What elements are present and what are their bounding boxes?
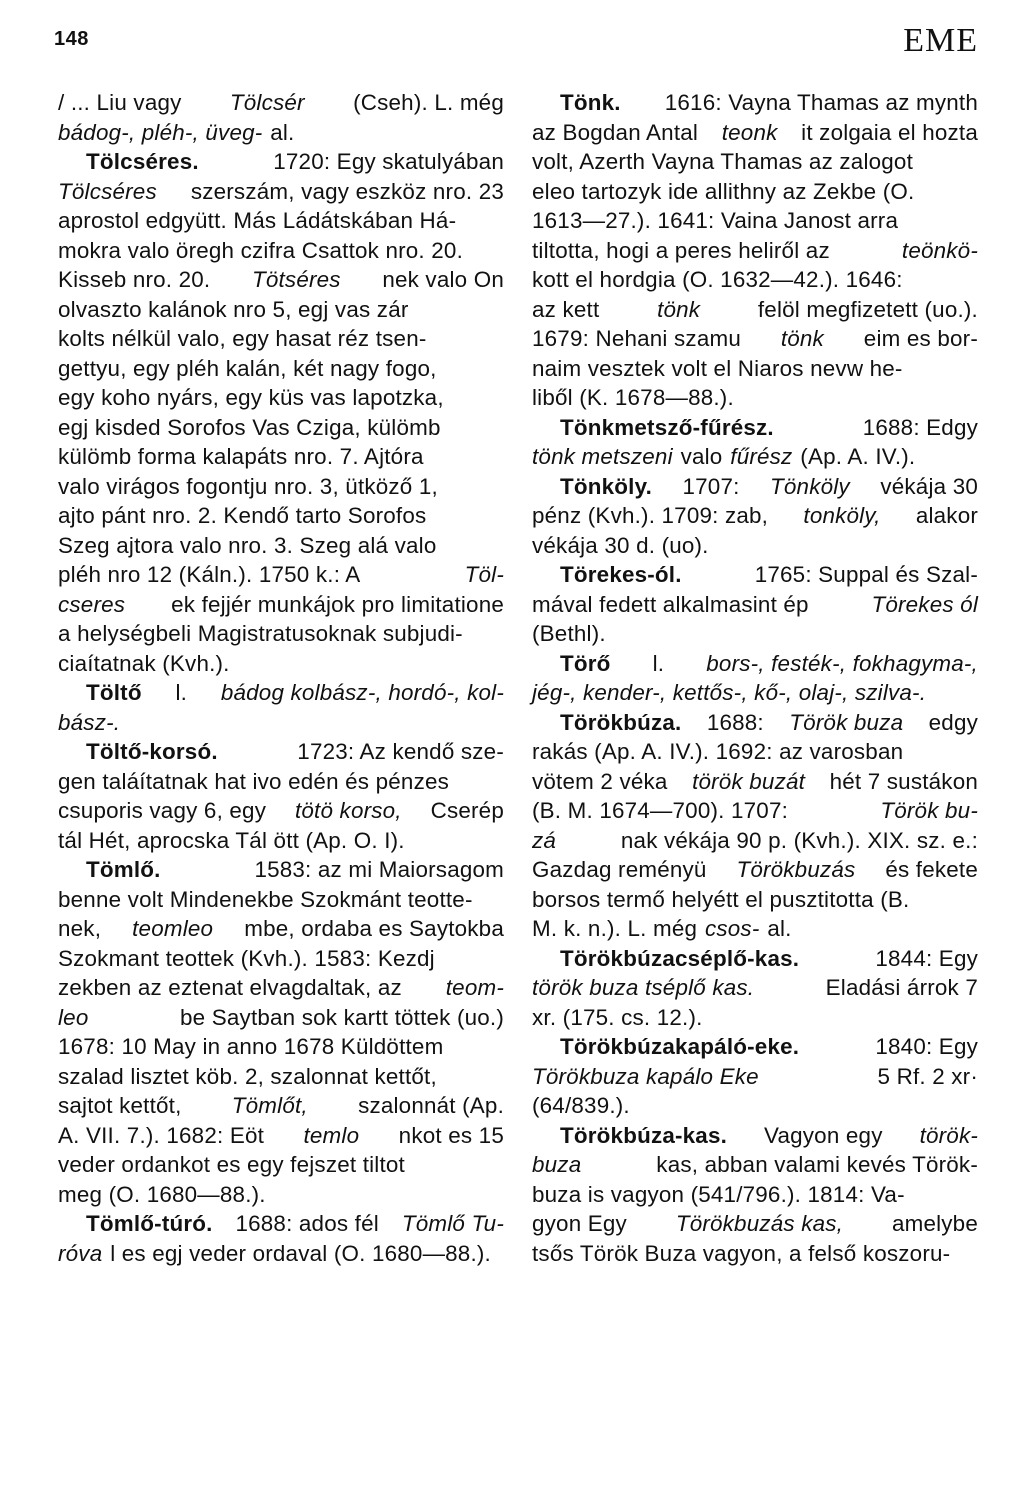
text-line [532, 737, 978, 767]
text-line [532, 885, 978, 915]
text-line [532, 88, 978, 118]
text-line [58, 88, 504, 118]
body-text: 1707: [682, 473, 740, 499]
entry-headword: Törő [560, 650, 611, 676]
text-line [532, 973, 978, 1003]
body-text: veder ordankot es egy fejszet tiltot [58, 1152, 405, 1177]
body-text: hét 7 sustákon [829, 768, 978, 794]
body-text: Cserép [430, 798, 504, 823]
entry-headword: Tölcséres. [86, 149, 199, 174]
body-text: pléh nro 12 (Káln.). 1750 k.: A [58, 562, 361, 587]
body-text: 1679: Nehani szamu [532, 326, 741, 351]
body-text: 1583: az mi Maiorsagom [254, 857, 504, 882]
body-text: xr. (175. cs. 12.). [532, 1004, 703, 1030]
italic-text: tönk metszeni [532, 444, 673, 469]
text-line [532, 118, 978, 148]
entry-headword: Törökbúzakapáló-eke. [560, 1034, 800, 1059]
text-line [58, 826, 504, 856]
text-line [58, 147, 504, 177]
text-line [58, 855, 504, 885]
text-line [532, 236, 978, 266]
body-text: 1765: Suppal és Szal- [754, 562, 978, 587]
text-line [532, 560, 978, 590]
body-text: tál Hét, aprocska Tál ött (Ap. O. I). [58, 827, 405, 853]
text-line [58, 383, 504, 413]
italic-text: Török buza [789, 709, 904, 735]
body-text: olvaszto kalánok nro 5, egj vas zár [58, 296, 409, 322]
italic-text: teonk [721, 119, 778, 145]
body-text: 1844: Egy [875, 945, 978, 971]
body-text: sajtot kettőt, [58, 1093, 182, 1118]
body-text: l. [652, 650, 665, 676]
text-line [532, 1180, 978, 1210]
body-text: it zolgaia el hozta [801, 119, 978, 145]
text-line [532, 708, 978, 738]
italic-text: cseres [58, 591, 126, 617]
body-text: 1840: Egy [875, 1034, 978, 1059]
text-line [58, 1032, 504, 1062]
body-text: szerszám, vagy eszköz nro. 23 [190, 178, 504, 204]
italic-text: Tönköly [770, 473, 850, 499]
body-text: buza is vagyon (541/796.). 1814: Va- [532, 1181, 905, 1207]
body-text: benne volt Mindenekbe Szokmánt teotte- [58, 886, 473, 912]
body-text: eim es bor- [863, 326, 978, 351]
body-text: pénz (Kvh.). 1709: zab, [532, 503, 769, 528]
body-text: 1688: ados fél [235, 1211, 379, 1236]
text-line [58, 1091, 504, 1121]
body-text: 1613—27.). 1641: Vaina Janost arra [532, 208, 899, 233]
page-number: 148 [54, 28, 89, 50]
text-line [532, 649, 978, 679]
text-line [532, 619, 978, 649]
text-line [532, 147, 978, 177]
italic-text: Törökbuzás [736, 857, 856, 882]
text-line [532, 295, 978, 325]
italic-text: Tölcsér [229, 90, 305, 115]
italic-text: teom- [445, 975, 504, 1000]
entry-headword: Törökbúza. [560, 709, 682, 735]
body-text: gen taláítatnak hat ivo edén és pénzes [58, 768, 450, 794]
text-line [58, 619, 504, 649]
body-text: al. [270, 119, 295, 145]
text-line [58, 324, 504, 354]
body-text: és fekete [885, 857, 978, 882]
page-header [54, 22, 978, 62]
italic-text: róva [58, 1240, 103, 1266]
text-line [532, 678, 978, 708]
body-text: egy koho nyárs, egy küs vas lapotzka, [58, 385, 444, 410]
text-line [532, 944, 978, 974]
italic-text: Tölcséres [58, 178, 157, 204]
body-text: Gazdag reményü [532, 857, 707, 882]
body-text: Eladási árrok 7 [825, 975, 978, 1000]
body-text: edgy [928, 709, 978, 735]
body-text: (B. M. 1674—700). 1707: [532, 798, 789, 823]
body-text: l. [175, 680, 188, 705]
body-text: Szokmant teottek (Kvh.). 1583: Kezdj [58, 945, 435, 971]
italic-text: fűrész [730, 444, 793, 469]
italic-text: bász-. [58, 709, 121, 735]
body-text: amelybe [891, 1211, 978, 1236]
italic-text: leo [58, 1004, 89, 1030]
body-text: meg (O. 1680—88.). [58, 1181, 266, 1207]
text-line [58, 236, 504, 266]
text-line [532, 1003, 978, 1033]
body-text: borsos termő helyétt el pusztitotta (B. [532, 886, 910, 912]
text-line [58, 1209, 504, 1239]
italic-text: török- [919, 1122, 978, 1148]
italic-text: temlo [303, 1122, 360, 1148]
text-line [58, 206, 504, 236]
body-text: mával fedett alkalmasint ép [532, 591, 809, 617]
body-text: nek, [58, 916, 102, 941]
entry-headword: Tömlő-túró. [86, 1211, 213, 1236]
body-text: a helységbeli Magistratusoknak subjudi- [58, 621, 463, 646]
body-text: mokra valo öregh czifra Csattok nro. 20. [58, 237, 463, 263]
text-line [532, 1091, 978, 1121]
entry-headword: Töltő-korsó. [86, 739, 218, 764]
text-line [532, 826, 978, 856]
body-text: külömb forma kalapáts nro. 7. Ajtóra [58, 444, 424, 469]
body-text: vötem 2 véka [532, 768, 668, 794]
text-line [58, 501, 504, 531]
body-text: szalad lisztet köb. 2, szalonnat kettőt, [58, 1063, 437, 1089]
italic-text: Törekes ól [871, 591, 978, 617]
text-line [532, 177, 978, 207]
body-text: 1720: Egy skatulyában [273, 149, 504, 174]
body-text: Szeg ajtora valo nro. 3. Szeg alá valo [58, 532, 437, 558]
italic-text: Törökbuzás kas, [675, 1211, 844, 1236]
body-text: 1616: Vayna Thamas az mynth [664, 90, 978, 115]
italic-text: Tömlő Tu- [401, 1211, 504, 1236]
text-line [532, 1032, 978, 1062]
right-column [532, 88, 978, 1268]
text-line [58, 531, 504, 561]
body-text: (Ap. A. IV.). [800, 444, 916, 469]
text-line [58, 885, 504, 915]
italic-text: Törökbuza kapálo Eke [532, 1063, 759, 1089]
text-line [532, 413, 978, 443]
body-text: 5 Rf. 2 xr· [877, 1063, 978, 1089]
text-line [58, 1180, 504, 1210]
entry-headword: Törökbúzacséplő-kas. [560, 945, 800, 971]
text-line [532, 914, 978, 944]
text-line [58, 1150, 504, 1180]
text-line [532, 472, 978, 502]
body-text: eleo tartozyk ide allithny az Zekbe (O. [532, 178, 915, 204]
text-line [58, 737, 504, 767]
text-line [532, 265, 978, 295]
body-text: tsős Török Buza vagyon, a felső koszoru- [532, 1240, 951, 1266]
body-text: be Saytban sok kartt töttek (uo.) [180, 1004, 504, 1030]
text-line [532, 767, 978, 797]
body-text: / ... Liu vagy [58, 90, 182, 115]
body-text: ek fejjér munkájok pro limitatione [171, 591, 504, 617]
text-line [58, 354, 504, 384]
italic-text: török buza tséplő kas. [532, 975, 755, 1000]
italic-text: buza [532, 1152, 582, 1177]
body-text: ciaítatnak (Kvh.). [58, 650, 230, 676]
text-line [58, 1121, 504, 1151]
italic-text: Török bu- [880, 798, 978, 823]
body-text: kott el hordgia (O. 1632—42.). 1646: [532, 267, 903, 292]
left-column [58, 88, 504, 1268]
body-text: nak vékája 90 p. (Kvh.). XIX. sz. e.: [620, 827, 978, 853]
entry-headword: Törökbúza-kas. [560, 1122, 728, 1148]
italic-text: teomleo [132, 916, 214, 941]
text-line [58, 767, 504, 797]
text-line [532, 1121, 978, 1151]
text-line [532, 1239, 978, 1269]
body-text: az Bogdan Antal [532, 119, 699, 145]
body-text: 1723: Az kendő sze- [297, 739, 504, 764]
body-text: M. k. n.). L. még [532, 916, 698, 941]
body-text: vékája 30 [880, 473, 978, 499]
body-text: ajto pánt nro. 2. Kendő tarto Sorofos [58, 503, 427, 528]
text-line [532, 501, 978, 531]
text-line [532, 855, 978, 885]
italic-text: teönkö- [901, 237, 978, 263]
text-line [58, 973, 504, 1003]
body-text: nek valo On [382, 267, 504, 292]
body-text: egj kisded Sorofos Vas Cziga, külömb [58, 414, 441, 440]
text-line [532, 206, 978, 236]
text-line [532, 354, 978, 384]
entry-headword: Tönkmetsző-fűrész. [560, 414, 774, 440]
text-line [58, 944, 504, 974]
body-text: zekben az eztenat elvagdaltak, az [58, 975, 402, 1000]
body-text: valo [680, 444, 723, 469]
italic-text: tonköly, [803, 503, 881, 528]
text-line [58, 590, 504, 620]
body-text: az kett [532, 296, 600, 322]
text-line [58, 177, 504, 207]
body-text: (64/839.). [532, 1093, 630, 1118]
body-text: naim vesztek volt el Niaros nevw he- [532, 355, 903, 381]
text-line [532, 796, 978, 826]
italic-text: Töl- [464, 562, 504, 587]
text-line [532, 1209, 978, 1239]
body-text: aprostol edgyütt. Más Ládátskában Há- [58, 208, 457, 233]
body-text: alakor [915, 503, 978, 528]
text-line [532, 531, 978, 561]
body-text: A. VII. 7.). 1682: Eöt [58, 1122, 265, 1148]
italic-text: tötö korso, [294, 798, 402, 823]
text-line [58, 295, 504, 325]
text-line [58, 708, 504, 738]
body-text: volt, Azerth Vayna Thamas az zalogot [532, 149, 913, 174]
body-text: Vagyon egy [764, 1122, 883, 1148]
italic-text: tönk [780, 326, 824, 351]
entry-headword: Törekes-ól. [560, 562, 682, 587]
text-line [58, 118, 504, 148]
text-line [532, 442, 978, 472]
entry-headword: Tönk. [560, 90, 621, 115]
body-text: kolts nélkül valo, egy hasat réz tsen- [58, 326, 427, 351]
body-text: (Cseh). L. még [353, 90, 504, 115]
body-text: (Bethl). [532, 621, 606, 646]
body-text: al. [767, 916, 792, 941]
text-line [58, 796, 504, 826]
text-line [58, 678, 504, 708]
italic-text: Tötséres [251, 267, 341, 292]
body-text: gyon Egy [532, 1211, 627, 1236]
text-line [58, 914, 504, 944]
text-line [532, 1150, 978, 1180]
text-line [532, 590, 978, 620]
text-line [532, 383, 978, 413]
body-text: 1688: Edgy [862, 414, 978, 440]
text-line [58, 472, 504, 502]
body-text: gettyu, egy pléh kalán, két nagy fogo, [58, 355, 437, 381]
body-text: szalonnát (Ap. [358, 1093, 504, 1118]
text-line [58, 560, 504, 590]
italic-text: bors-, festék-, fokhagyma-, [706, 650, 978, 676]
text-line [532, 1062, 978, 1092]
italic-text: Tömlőt, [231, 1093, 308, 1118]
italic-text: jég-, kender-, kettős-, kő-, olaj-, szilva-. [532, 680, 927, 705]
body-text: 1678: 10 May in anno 1678 Küldöttem [58, 1034, 444, 1059]
body-text: vékája 30 d. (uo). [532, 532, 709, 558]
text-line [58, 1003, 504, 1033]
body-text: rakás (Ap. A. IV.). 1692: az varosban [532, 739, 904, 764]
body-text: Kisseb nro. 20. [58, 267, 211, 292]
body-text: kas, abban valami kevés Török- [656, 1152, 978, 1177]
italic-text: csos- [704, 916, 760, 941]
text-line [532, 324, 978, 354]
entry-headword: Tönköly. [560, 473, 652, 499]
body-text: felöl megfizetett (uo.). [757, 296, 978, 322]
text-line [58, 413, 504, 443]
text-line [58, 1062, 504, 1092]
body-text: l es egj veder ordaval (O. 1680—88.). [110, 1240, 491, 1266]
text-line [58, 649, 504, 679]
body-text: 1688: [706, 709, 764, 735]
body-text: csuporis vagy 6, egy [58, 798, 267, 823]
text-line [58, 1239, 504, 1269]
body-text: mbe, ordaba es Saytokba [244, 916, 504, 941]
text-line [58, 265, 504, 295]
entry-headword: Tömlő. [86, 857, 161, 882]
italic-text: tönk [657, 296, 701, 322]
italic-text: zá [532, 827, 557, 853]
italic-text: bádog-, pléh-, üveg- [58, 119, 263, 145]
entry-headword: Töltő [86, 680, 142, 705]
text-line [58, 442, 504, 472]
running-head: EME [903, 22, 978, 59]
body-text: tiltotta, hogi a peres heliről az [532, 237, 830, 263]
italic-text: bádog kolbász-, hordó-, kol- [220, 680, 504, 705]
italic-text: török buzát [692, 768, 806, 794]
body-text: valo virágos fogontju nro. 3, ütköző 1, [58, 473, 438, 499]
body-text: nkot es 15 [398, 1122, 504, 1148]
body-text: liből (K. 1678—88.). [532, 385, 734, 410]
